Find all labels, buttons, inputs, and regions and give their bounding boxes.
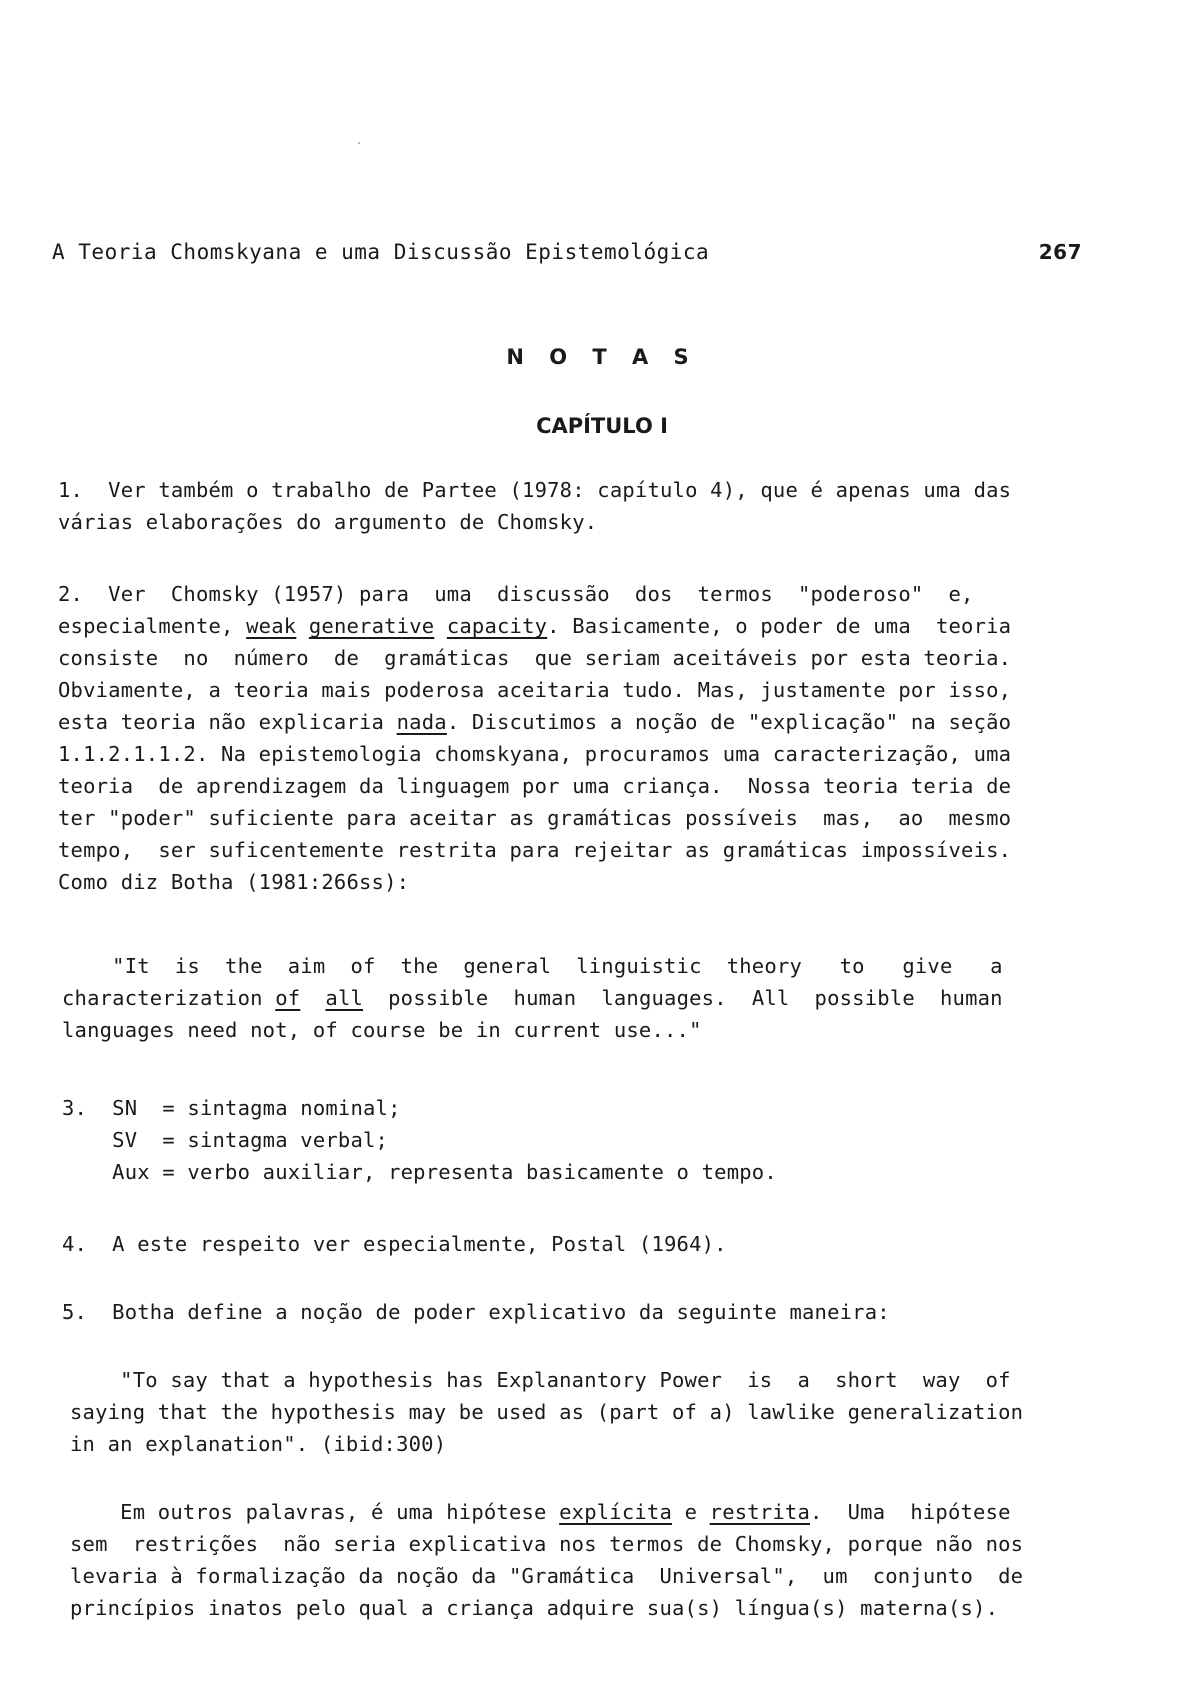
note-2-line: Obviamente, a teoria mais poderosa aceitaria tudo. Mas, justamente por isso, xyxy=(58,678,1012,702)
note-1-line: várias elaborações do argumento de Chomsky. xyxy=(58,510,598,534)
quote-line: characterization xyxy=(62,986,276,1010)
note-5-line: 5. Botha define a noção de poder explicativo da seguinte maneira: xyxy=(62,1300,890,1324)
note-3-line: 3. SN = sintagma nominal; xyxy=(62,1096,401,1120)
running-title: A Teoria Chomskyana e uma Discussão Epistemológica xyxy=(52,240,710,264)
note-2 xyxy=(58,578,1088,898)
underlined-term: generative xyxy=(308,614,435,638)
note-2-line: especialmente, xyxy=(58,614,247,638)
notes-heading: N O T A S xyxy=(506,345,698,369)
quote-line: possible human languages. All possible human xyxy=(363,986,1003,1010)
quote-botha-2 xyxy=(70,1364,1100,1460)
note-3-line: Aux = verbo auxiliar, representa basicamente o tempo. xyxy=(62,1160,777,1184)
quote-line: languages need not, of course be in current use..." xyxy=(62,1018,702,1042)
paragraph-line: e xyxy=(672,1500,710,1524)
space xyxy=(300,986,325,1010)
quote-botha-1 xyxy=(62,950,1092,1046)
note-3-line: SV = sintagma verbal; xyxy=(62,1128,389,1152)
note-4 xyxy=(62,1228,1092,1260)
note-2-line: esta teoria não explicaria xyxy=(58,710,397,734)
underlined-term: nada xyxy=(396,710,447,734)
quote-line: saying that the hypothesis may be used as (part of a) lawlike generalization xyxy=(70,1400,1024,1424)
underlined-term: restrita xyxy=(709,1500,811,1524)
note-1-line: 1. Ver também o trabalho de Partee (1978: capítulo 4), que é apenas uma das xyxy=(58,478,1012,502)
speck-mark xyxy=(358,142,360,144)
underlined-term: explícita xyxy=(559,1500,673,1524)
note-2-line: Como diz Botha (1981:266ss): xyxy=(58,870,410,894)
paragraph-line: Em outros palavras, é uma hipótese xyxy=(70,1500,560,1524)
note-2-line: 2. Ver Chomsky (1957) para uma discussão dos termos "poderoso" e, xyxy=(58,582,974,606)
space xyxy=(296,614,309,638)
underlined-term: weak xyxy=(246,614,297,638)
quote-line: in an explanation". (ibid:300) xyxy=(70,1432,447,1456)
note-2-line: tempo, ser suficentemente restrita para rejeitar as gramáticas impossíveis. xyxy=(58,838,1012,862)
chapter-heading: CAPÍTULO I xyxy=(536,414,668,438)
running-header xyxy=(52,240,1082,264)
underlined-term: all xyxy=(325,986,364,1010)
closing-paragraph xyxy=(70,1496,1100,1624)
note-1 xyxy=(58,474,1088,538)
note-2-line: 1.1.2.1.1.2. Na epistemologia chomskyana, procuramos uma caracterização, uma xyxy=(58,742,1012,766)
note-2-line: . Discutimos a noção de "explicação" na seção xyxy=(446,710,1012,734)
quote-line: "To say that a hypothesis has Explanantory Power is a short way of xyxy=(70,1368,1011,1392)
underlined-term: of xyxy=(275,986,301,1010)
page-number: 267 xyxy=(1038,240,1082,264)
note-2-line: . Basicamente, o poder de uma teoria xyxy=(547,614,1012,638)
paragraph-line: . Uma hipótese xyxy=(810,1500,1011,1524)
note-2-line: teoria de aprendizagem da linguagem por uma criança. Nossa teoria teria de xyxy=(58,774,1012,798)
note-5 xyxy=(62,1296,1092,1328)
space xyxy=(434,614,447,638)
quote-line: "It is the aim of the general linguistic theory to give a xyxy=(62,954,1003,978)
note-2-line: ter "poder" suficiente para aceitar as gramáticas possíveis mas, ao mesmo xyxy=(58,806,1012,830)
paragraph-line: sem restrições não seria explicativa nos termos de Chomsky, porque não nos xyxy=(70,1532,1024,1556)
paragraph-line: princípios inatos pelo qual a criança adquire sua(s) língua(s) materna(s). xyxy=(70,1596,999,1620)
note-4-line: 4. A este respeito ver especialmente, Postal (1964). xyxy=(62,1232,727,1256)
paragraph-line: levaria à formalização da noção da "Gramática Universal", um conjunto de xyxy=(70,1564,1024,1588)
note-3 xyxy=(62,1092,1092,1188)
underlined-term: capacity xyxy=(446,614,548,638)
note-2-line: consiste no número de gramáticas que seriam aceitáveis por esta teoria. xyxy=(58,646,1012,670)
